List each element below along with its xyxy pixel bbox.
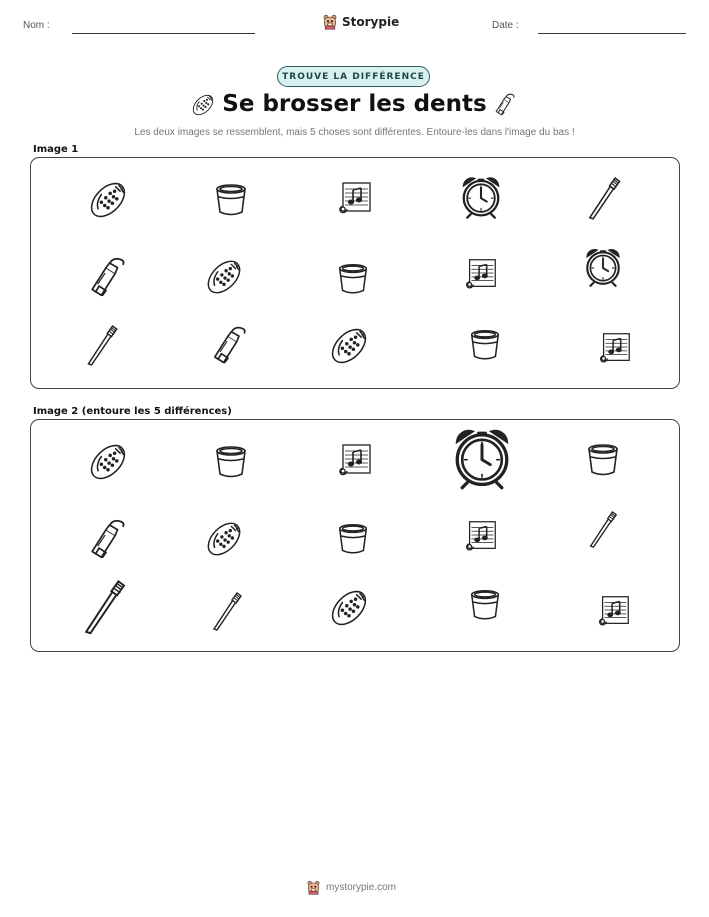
date-field[interactable] [538,33,686,34]
name-field[interactable] [72,33,255,34]
image1-label: Image 1 [33,144,79,155]
alarm-clock-icon [582,244,624,290]
cup-icon [583,440,623,480]
cup-icon [466,326,504,364]
toothbrush-icon [583,506,621,554]
name-label: Nom : [23,20,50,31]
brand-name: Storypie [342,15,400,29]
brush-icon [203,518,245,560]
brand [322,14,399,30]
alarm-clock-icon [449,424,515,492]
page-title: Se brosser les dents [222,91,487,117]
music-sheet-icon [335,178,375,218]
cup-icon [334,520,372,558]
toothbrush-icon [80,321,122,371]
storypie-logo-icon [306,880,321,895]
toothpaste-icon [83,255,129,301]
cup-icon [466,586,504,624]
toothpaste-icon [83,517,129,563]
instructions: Les deux images se ressemblent, mais 5 choses sont différentes. Entoure-les dans l'image du bas ! [134,127,575,138]
alarm-clock-icon [458,174,504,220]
image2-panel [30,419,680,652]
toothpaste-icon [491,92,517,118]
image2-label: Image 2 (entoure les 5 différences) [33,406,232,417]
cup-icon [334,260,372,298]
brush-icon [86,440,130,484]
music-sheet-icon [335,440,375,480]
music-sheet-icon [596,329,634,367]
image1-panel [30,157,680,389]
activity-badge: TROUVE LA DIFFÉRENCE [277,66,430,87]
brush-icon [327,324,371,368]
music-sheet-icon [462,517,500,555]
cup-icon [211,180,251,220]
toothpaste-icon [206,324,250,368]
music-sheet-icon [462,255,500,293]
brush-icon [86,178,130,222]
toothbrush-icon [75,572,131,644]
brush-icon [203,256,245,298]
music-sheet-icon [595,592,633,630]
footer [306,880,396,895]
toothbrush-icon [581,174,625,224]
footer-url[interactable]: mystorypie.com [326,882,397,893]
brush-icon [327,586,371,630]
cup-icon [211,442,251,482]
toothbrush-icon [206,586,246,638]
storypie-logo-icon [322,14,338,30]
date-label: Date : [492,20,519,31]
